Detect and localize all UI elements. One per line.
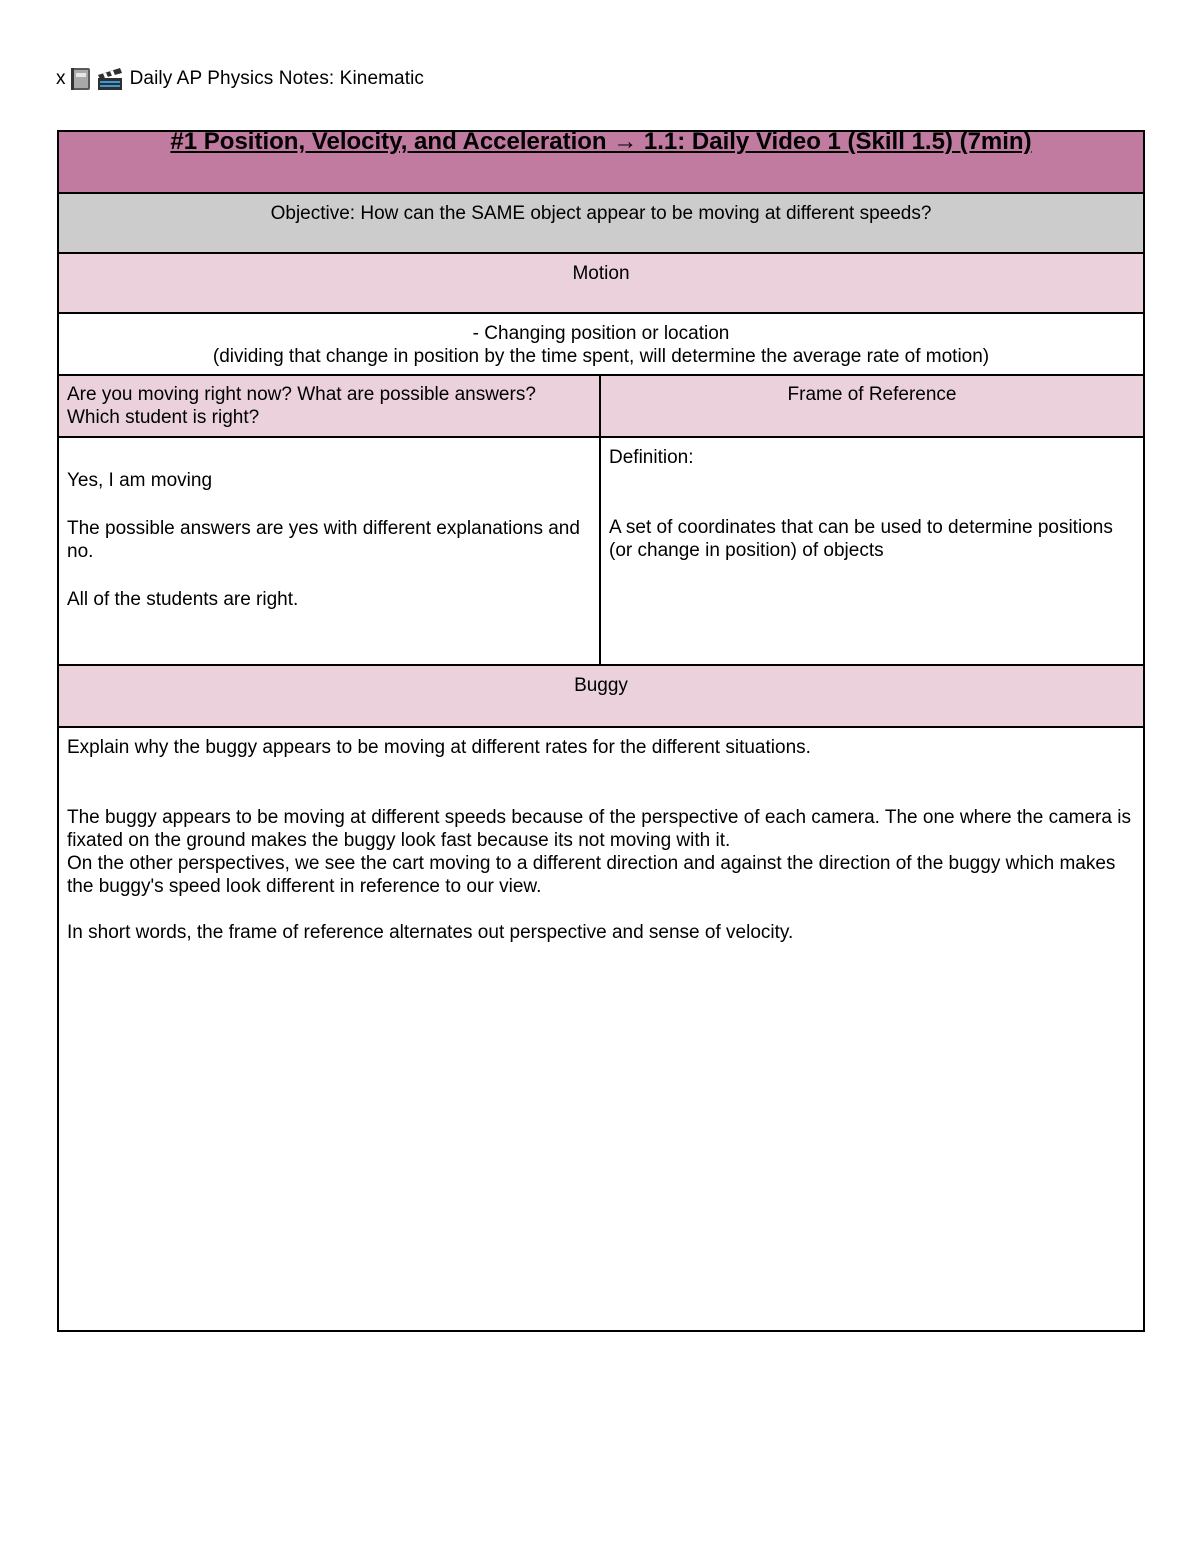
question-right-cell bbox=[600, 375, 1144, 437]
question-left-cell bbox=[58, 375, 600, 437]
answer-line-3: All of the students are right. bbox=[67, 589, 299, 610]
motion-heading: Motion bbox=[572, 263, 630, 284]
notebook-icon bbox=[68, 66, 94, 92]
frame-of-reference-heading: Frame of Reference bbox=[787, 384, 957, 405]
answer-row bbox=[58, 437, 1144, 665]
buggy-paragraph-3: In short words, the frame of reference alternates out perspective and sense of velocity. bbox=[67, 922, 794, 943]
buggy-heading-row bbox=[58, 665, 1144, 727]
question-left-text: Are you moving right now? What are possible answers? Which student is right? bbox=[67, 384, 536, 428]
document-title: Daily AP Physics Notes: Kinematic bbox=[129, 68, 425, 89]
question-row bbox=[58, 375, 1144, 437]
definition-label: Definition: bbox=[609, 447, 694, 468]
motion-definition-row bbox=[58, 313, 1144, 375]
definition-text: A set of coordinates that can be used to determine positions (or change in position) of objects bbox=[609, 517, 1113, 561]
objective-cell bbox=[58, 193, 1144, 253]
objective-row bbox=[58, 193, 1144, 253]
header-prefix: x bbox=[56, 68, 66, 89]
buggy-paragraph-2: On the other perspectives, we see the cart moving to a different direction and against the direction of the buggy which makes the buggy's speed look different in reference to our view. bbox=[67, 853, 1116, 897]
notes-table bbox=[57, 130, 1145, 1332]
title-row bbox=[58, 131, 1144, 193]
section-title: #1 Position, Velocity, and Acceleration → 1.1: Daily Video 1 (Skill 1.5) (7min) bbox=[170, 128, 1032, 155]
document-header bbox=[56, 64, 424, 94]
answer-left-cell bbox=[58, 437, 600, 665]
buggy-heading-cell bbox=[58, 665, 1144, 727]
answer-line-1: Yes, I am moving bbox=[67, 470, 213, 491]
answer-line-2: The possible answers are yes with different explanations and no. bbox=[67, 518, 580, 562]
motion-definition-line-2: (dividing that change in position by the time spent, will determine the average rate of motion) bbox=[212, 346, 990, 367]
buggy-heading: Buggy bbox=[574, 675, 628, 696]
answer-right-cell bbox=[600, 437, 1144, 665]
motion-heading-row bbox=[58, 253, 1144, 313]
motion-definition-cell bbox=[58, 313, 1144, 375]
motion-definition-line-1: - Changing position or location bbox=[472, 323, 730, 344]
buggy-prompt: Explain why the buggy appears to be moving at different rates for the different situations. bbox=[67, 737, 811, 758]
buggy-paragraph-1: The buggy appears to be moving at different speeds because of the perspective of each camera. The one where the camera is fixated on the ground makes the buggy look fast because its not moving with it. bbox=[67, 807, 1131, 851]
clapperboard-icon bbox=[96, 66, 122, 92]
buggy-explanation-cell bbox=[58, 727, 1144, 1331]
objective-text: Objective: How can the SAME object appear to be moving at different speeds? bbox=[270, 203, 932, 224]
buggy-explanation-row bbox=[58, 727, 1144, 1331]
motion-heading-cell bbox=[58, 253, 1144, 313]
title-cell bbox=[58, 128, 1144, 193]
